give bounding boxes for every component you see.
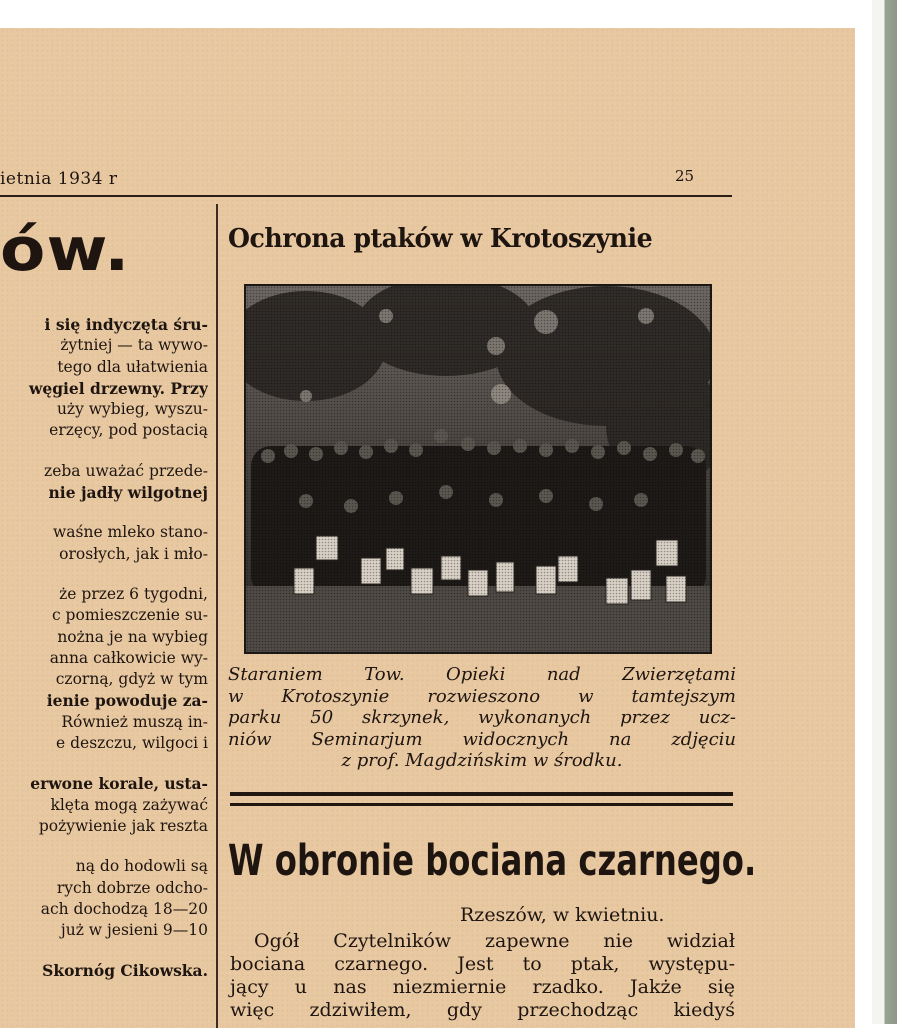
article-body-line: bociana czarnego. Jest to ptak, występu- [230, 953, 735, 975]
left-column-line: ną do hodowli są [75, 857, 208, 876]
left-column-line: czorną, gdyż w tym [55, 670, 208, 689]
paragraph-gap [0, 754, 208, 773]
left-column-line: nie jadły wilgotnej [48, 483, 208, 503]
left-column-line: i się indyczęta śru- [44, 315, 208, 334]
caption-line: Staraniem Tow. Opieki nad Zwierzętami [228, 664, 736, 685]
left-column-line: tego dla ułatwienia [57, 357, 208, 376]
caption-line: parku 50 skrzynek, wykonanych przez ucz- [228, 707, 736, 728]
left-column-line: już w jesieni 9—10 [60, 921, 208, 940]
article-body-black-stork [230, 930, 735, 1022]
halftone-photo-students-with-birdhouses [244, 284, 712, 654]
paragraph-gap [0, 941, 208, 960]
article-headline-bird-protection: Ochrona ptaków w Krotoszynie [228, 224, 653, 254]
left-column-line: pożywienie jak reszta [38, 816, 208, 835]
paragraph-gap [0, 442, 208, 461]
left-column-line: klęta mogą zażywać [50, 795, 208, 814]
column-divider [216, 204, 218, 1028]
page-number: 25 [675, 167, 695, 185]
paragraph-gap [0, 503, 208, 522]
header-rule [0, 195, 732, 197]
left-column-line: e deszczu, wilgoci i [56, 734, 208, 753]
left-column-line: Również muszą in- [61, 712, 208, 731]
left-column-line: orosłych, jak i mło- [59, 544, 208, 563]
left-column-line: anna całkowicie wy- [49, 648, 208, 667]
caption-line: z prof. Magdzińskim w środku. [341, 750, 623, 771]
left-column-line: uży wybieg, wyszu- [56, 400, 208, 419]
left-column-line: ach dochodzą 18—20 [40, 899, 208, 918]
section-double-rule [230, 792, 733, 806]
left-column-line: erwone korale, usta- [30, 774, 208, 794]
left-column-line: ienie powoduje za- [46, 691, 208, 711]
left-column-line: Skornóg Cikowska. [42, 961, 208, 981]
article-body-line: Ogół Czytelników zapewne nie widział [254, 930, 735, 952]
article-headline-black-stork: W obronie bociana czarnego. [228, 836, 757, 886]
left-column-text [0, 314, 208, 982]
caption-line: w Krotoszynie rozwieszono w tamtejszym [228, 685, 736, 707]
left-column-line: że przez 6 tygodni, [59, 584, 208, 603]
left-column-line: erzęcy, pod postacią [49, 421, 208, 440]
caption-line: niów Seminarjum widocznych na zdjęciu [228, 728, 736, 750]
paragraph-gap [0, 565, 208, 584]
article-body-line: jący u nas niezmiernie rzadko. Jakże się [230, 976, 735, 998]
newspaper-page [0, 28, 855, 1028]
article-body-line: więc zdziwiłem, gdy przechodząc kiedyś [230, 999, 735, 1021]
left-column-line: zeba uważać przede- [44, 461, 208, 480]
left-column-line: waśne mleko stano- [53, 523, 208, 542]
photo-illustration [246, 286, 710, 652]
issue-date: ietnia 1934 r [0, 169, 118, 189]
photo-caption [228, 664, 736, 772]
scan-background-edge [872, 0, 897, 1024]
left-column-line: rych dobrze odcho- [56, 878, 208, 897]
left-column-line: nożna je na wybieg [57, 627, 208, 646]
paragraph-gap [0, 837, 208, 856]
left-column-headline: ów. [0, 215, 131, 285]
left-column-line: węgiel drzewny. Przy [28, 378, 208, 398]
left-column-line: żytniej — ta wywo- [60, 336, 208, 355]
article-dateline: Rzeszów, w kwietniu. [460, 904, 665, 926]
left-column-line: c pomieszczenie su- [51, 606, 208, 625]
